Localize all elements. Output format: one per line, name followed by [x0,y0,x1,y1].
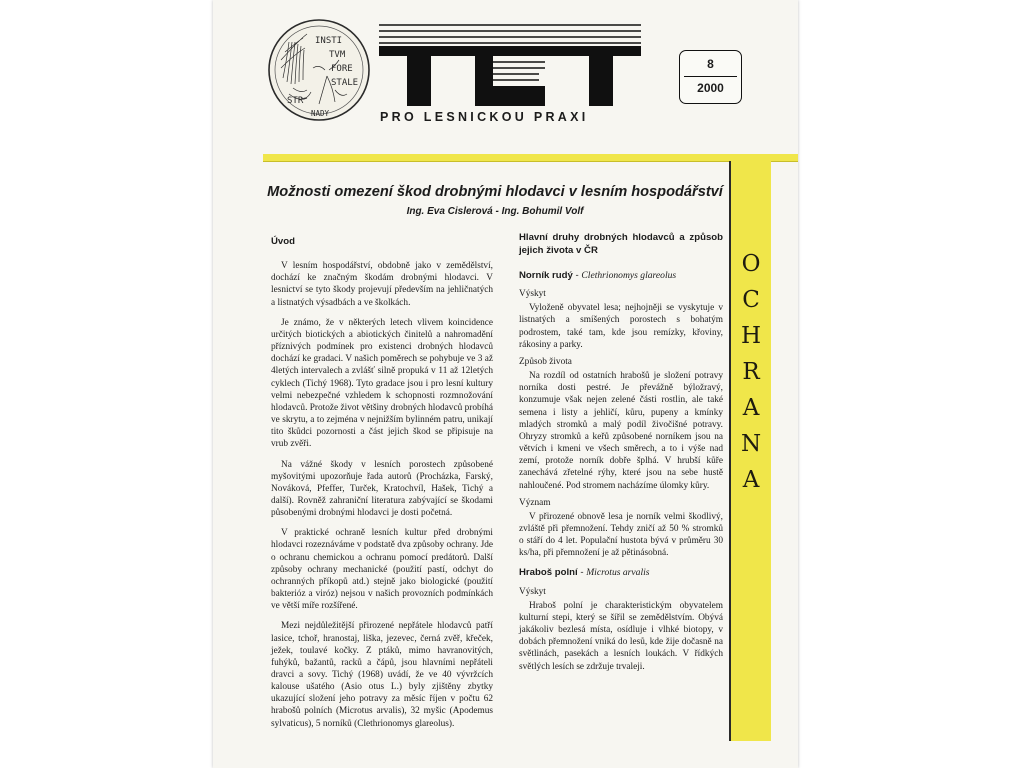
left-column [271,236,493,738]
issue-year: 2000 [697,81,724,95]
species-name: Hraboš polní [519,567,578,579]
species-heading [519,270,723,282]
right-column [519,232,723,681]
species-latin-name: Microtus arvalis [586,567,650,579]
seal-text-6: NADY [311,109,330,118]
species-latin-name: Clethrionomys glareolus [581,270,677,281]
seal-text-2: TVM [329,50,346,60]
seal-text-3: FORE [331,64,353,74]
paragraph: Na vážné škody v lesních porostech způsobené myšovitými upozorňuje řada autorů (Procházka, Farský, Nováková, Pfeffer, Turček, Kratochvíl, Hašek, Tichý a další). Rovněž zahraniční literatura zabývající se škodami působenými drobnými hlodavci je dosti početná. [271,459,493,519]
subsection-heading: Způsob života [519,356,572,367]
paragraph: V lesním hospodářství, obdobně jako v zemědělství, dochází ke značným škodám drobnými hlodavci. V lesnictví se tyto škody projevují především na jehličnatých a listnatých výsadbách a ve školkách. [271,261,493,308]
paragraph: V přirozené obnově lesa je norník velmi škodlivý, zvláště při přemnožení. Tehdy zničí až 50 % stromků o stáří do 4 let. Populační hustota bývá v průměru 30 ks/ha, při přemnožení je až pětinásobná. [519,511,723,559]
species-dash: - [580,567,587,579]
section-heading-species: Hlavní druhy drobných hlodavců a způsob jejich života v ČR [519,232,723,256]
article-authors: Ing. Eva Cislerová - Ing. Bohumil Volf [406,206,584,217]
seal-text-4: STALE [331,78,359,88]
seal-text-1: INSTI [315,36,343,46]
issue-number: 8 [707,57,714,71]
issue-divider [684,76,737,77]
magazine-page [213,0,798,768]
seal-text-5: STR [287,96,304,106]
paragraph: Vyloženě obyvatel lesa; nejhojněji se vyskytuje v listnatých a smíšených porostech s bohatým podrostem, také tam, kde jsou remízky, křoviny, rákosiny a parky. [519,303,723,350]
issue-badge [679,50,742,104]
paragraph: Na rozdíl od ostatních hrabošů je složení potravy norníka dosti pestré. Je převážně býložravý, konzumuje však nejen zelené části rostlin, ale také semena i listy a jehličí, kůru, pupeny a kmínky mladých stromků a malý podíl živočišné potravy. Ohryzy stromků a keřů způsobené norníkem jsou na větvích i kmeni ve všech směrech, a to i výše nad zemí, protože norník dobře šplhá. V hrubší kůře zanechává zřetelné rýhy, které jsou na sebe hustě nahloučené. Pod stromem nacházíme úlomky kůry. [519,371,723,491]
section-letter: C [742,287,760,313]
species-name: Norník rudý [519,270,573,281]
section-letter: O [741,251,761,277]
paragraph: Mezi nejdůležitější přirozené nepřátele hlodavců patří lasice, tchoř, hranostaj, liška, jezevec, černá zvěř, křeček, ježek, toulavé kočky. Z ptáků, mimo havranovitých, fuhýků, bažantů, racků a čápů, jsou hlavními nepřáteli dravci a sovy. Tichý (1968) uvádí, že ve 40 vývržcích kalouse ušatého (Asio otus L.) byly zjištěny zbytky ukazující složení jeho potravy za měsíc říjen v počtu 62 hrabošů polních (Microtus arvalis), 32 myšic (Apodemus sylvaticus), 5 norníků (Clethrionomys glareolus). [271,621,493,729]
subsection-heading: Výskyt [519,289,546,300]
section-letter: H [740,323,762,349]
species-heading [519,567,723,579]
subsection-heading: Výskyt [519,586,546,597]
section-heading-uvod: Úvod [271,236,295,247]
tet-logo [379,22,641,106]
institute-seal-logo [267,18,371,122]
species-dash: - [575,270,582,281]
masthead-subtitle: PRO LESNICKOU PRAXI [380,110,589,124]
article-title: Možnosti omezení škod drobnými hlodavci v lesním hospodářství [267,184,723,200]
yellow-header-rule [263,154,798,162]
subsection-heading: Význam [519,497,551,508]
section-label-ochrana [731,246,771,498]
paragraph: Je známo, že v některých letech vlivem koincidence určitých biotických a abiotických činitelů a nahromadění příznivých podmínek pro existenci drobných hlodavců dochází ke gradaci. V našich poměrech se pohybuje ve 3 až 4letých intervalech a zvlášť silně propuká v 11 až 12letých cyklech (Tichý 1968). Tyto gradace jsou i pro lesní kultury velmi nebezpečné vzhledem k schopnosti rozmnožování hlodavců. Protože život většiny drobných hlodavců probíhá ve skrytu, a to zejména v nejnižším bylinném patru, unikají tito škůdci pozornosti a část jejich škod se připisuje na vrub zvěři. [271,317,493,450]
section-letter: N [740,431,762,457]
paragraph: Hraboš polní je charakteristickým obyvatelem kulturní stepi, který se šířil se zemědělstvím. Obývá jakákoliv bezlesá místa, osídluje i vlhké biotopy, v dobách přemnožení vniká do lesů, kde žije dočasně na světlinách, pasekách a lesních loukách. V řídkých světlých lesích se zdržuje trvaleji. [519,600,723,672]
section-letter: R [742,359,760,385]
section-letter: A [742,467,760,493]
section-letter: A [742,395,760,421]
paragraph: V praktické ochraně lesních kultur před drobnými hlodavci rozeznáváme v podstatě dva způsoby ochrany. Jde o ochranu chemickou a ochranu pomocí predátorů. Další způsoby ochrany mechanické (použití pastí, odchyt do ochranných příkopů atd.) stejně jako biologické (použití bakterióz a viróz) nejsou v našich provozních podmínkách ve větší míře rozšířené. [271,528,493,612]
